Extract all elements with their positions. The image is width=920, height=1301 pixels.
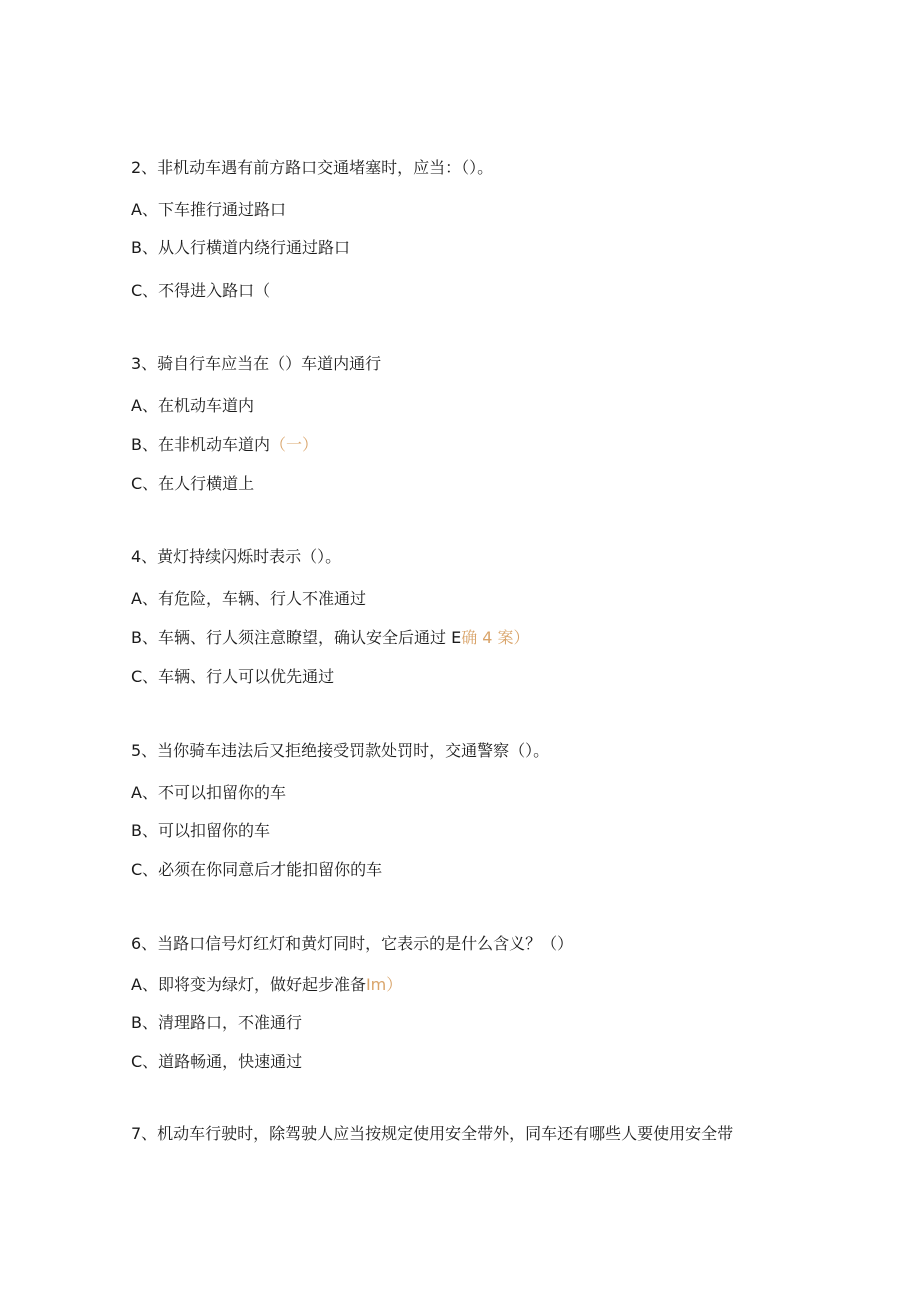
option-text: A、下车推行通过路口: [131, 200, 286, 219]
answer-option: [131, 200, 286, 220]
answer-option: [131, 589, 366, 609]
answer-option: [131, 783, 286, 803]
answer-option: [131, 860, 382, 880]
answer-option: [131, 396, 254, 416]
question-stem: 3、骑自行车应当在（）车道内通行: [131, 354, 382, 373]
answer-option: [131, 628, 530, 648]
option-text: A、即将变为绿灯，做好起步准备: [131, 975, 366, 994]
option-text: C、道路畅通，快速通过: [131, 1052, 303, 1071]
answer-option: [131, 238, 350, 258]
question-stem: 4、黄灯持续闪烁时表示（）。: [131, 547, 342, 566]
answer-option: [131, 435, 318, 455]
answer-option: [131, 975, 402, 995]
option-text: C、不得进入路口（: [131, 281, 271, 300]
answer-mark: 确 4 案）: [461, 628, 530, 647]
option-text: C、必须在你同意后才能扣留你的车: [131, 860, 383, 879]
question-stem: 7、机动车行驶时，除驾驶人应当按规定使用安全带外，同车还有哪些人要使用安全带: [131, 1124, 734, 1143]
option-text: A、不可以扣留你的车: [131, 783, 286, 802]
answer-option: [131, 821, 270, 841]
option-text: A、有危险，车辆、行人不准通过: [131, 589, 366, 608]
option-text: A、在机动车道内: [131, 396, 254, 415]
option-text: B、车辆、行人须注意瞭望，确认安全后通过 E: [131, 628, 462, 647]
answer-option: [131, 1013, 302, 1033]
answer-mark: （一）: [269, 435, 318, 454]
option-text: B、可以扣留你的车: [131, 821, 270, 840]
answer-option: [131, 667, 334, 687]
answer-option: [131, 474, 254, 494]
question-stem: 5、当你骑车违法后又拒绝接受罚款处罚时，交通警察（）。: [131, 741, 550, 760]
option-text: C、在人行横道上: [131, 474, 255, 493]
question-stem: 2、非机动车遇有前方路口交通堵塞时，应当：（）。: [131, 158, 494, 177]
option-text: B、清理路口，不准通行: [131, 1013, 302, 1032]
option-text: B、在非机动车道内: [131, 435, 270, 454]
answer-option: [131, 1052, 302, 1072]
question-stem: 6、当路口信号灯红灯和黄灯同时，它表示的是什么含义？（）: [131, 934, 574, 953]
option-text: C、车辆、行人可以优先通过: [131, 667, 335, 686]
option-text: B、从人行横道内绕行通过路口: [131, 238, 350, 257]
answer-option: [131, 281, 270, 301]
answer-mark: Im）: [365, 975, 403, 994]
